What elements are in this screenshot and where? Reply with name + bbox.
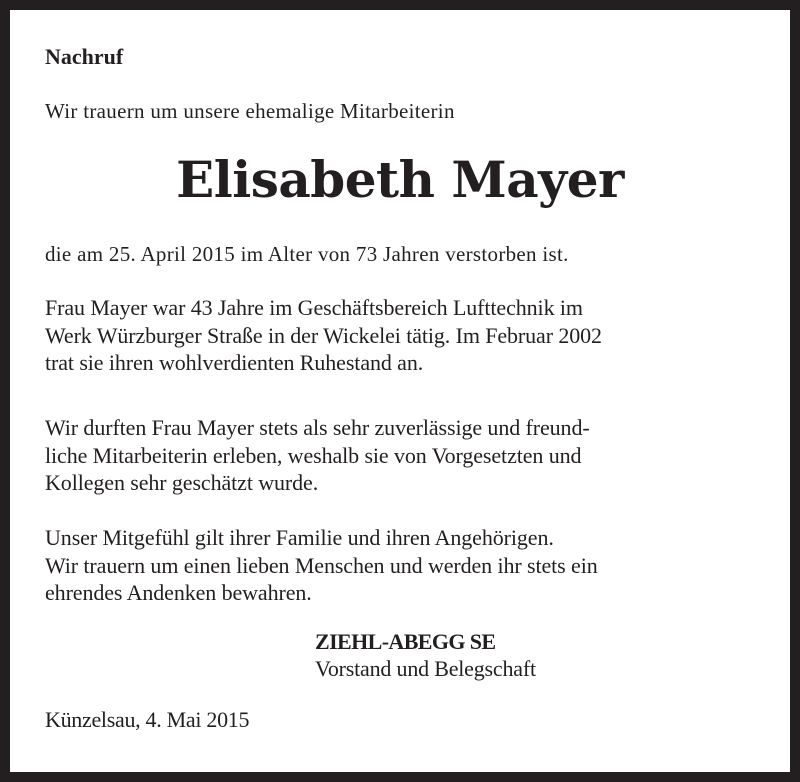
paragraph-line: Unser Mitgefühl gilt ihrer Familie und ihren Angehörigen. bbox=[45, 525, 554, 550]
signature-block bbox=[315, 628, 536, 682]
paragraph-line: trat sie ihren wohlverdienten Ruhestand an. bbox=[45, 350, 424, 375]
notice-heading: Nachruf bbox=[45, 44, 124, 69]
obituary-notice bbox=[10, 10, 790, 772]
paragraph-line: Werk Würzburger Straße in der Wickelei tätig. Im Februar 2002 bbox=[45, 322, 602, 348]
intro-line: Wir trauern um unsere ehemalige Mitarbeiterin bbox=[45, 99, 455, 123]
paragraph-condolence bbox=[45, 524, 598, 607]
paragraph-appreciation bbox=[45, 414, 590, 497]
paragraph-line: Frau Mayer war 43 Jahre im Geschäftsbereich Lufttechnik im bbox=[45, 295, 583, 320]
death-date-line: die am 25. April 2015 im Alter von 73 Jahren verstorben ist. bbox=[45, 242, 569, 266]
paragraph-line: liche Mitarbeiterin erleben, weshalb sie von Vorgesetzten und bbox=[45, 442, 582, 468]
paragraph-line: Kollegen sehr geschätzt wurde. bbox=[45, 470, 319, 495]
deceased-name: Elisabeth Mayer bbox=[176, 150, 624, 209]
paragraph-line: Wir durften Frau Mayer stets als sehr zuverlässige und freund- bbox=[45, 415, 590, 440]
place-date: Künzelsau, 4. Mai 2015 bbox=[45, 707, 250, 732]
paragraph-line: ehrendes Andenken bewahren. bbox=[45, 580, 312, 605]
signature-subtitle: Vorstand und Belegschaft bbox=[315, 656, 536, 681]
paragraph-career bbox=[45, 294, 602, 377]
company-name: ZIEHL-ABEGG SE bbox=[315, 629, 496, 654]
paragraph-line: Wir trauern um einen lieben Menschen und werden ihr stets ein bbox=[45, 552, 598, 578]
